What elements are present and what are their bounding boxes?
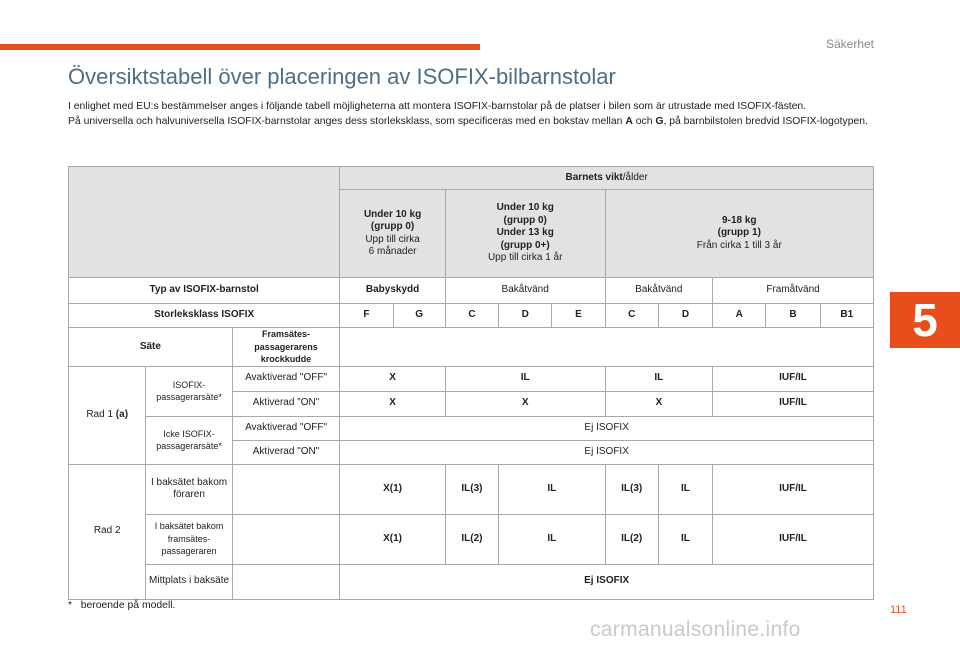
intro-paragraph-1: I enlighet med EU:s bestämmelser anges i följande tabell möjligheterna att montera ISOFIX-barnstolar på de platser i bilen som är utrustade med ISOFIX-fästen.	[68, 101, 807, 112]
size-class: B1	[820, 304, 873, 328]
accent-bar	[0, 44, 480, 50]
cell: IUF/IL	[713, 464, 874, 514]
cell: IL(2)	[445, 514, 498, 564]
airbag-off: Avaktiverad "OFF"	[232, 416, 340, 440]
isofix-table	[68, 166, 874, 600]
cell: IL	[445, 366, 605, 391]
cell: Ej ISOFIX	[340, 440, 874, 464]
size-class: A	[713, 304, 766, 328]
blank	[232, 514, 340, 564]
cell: IUF/IL	[713, 391, 874, 416]
cell: IL(2)	[605, 514, 658, 564]
group-0-header: Under 10 kg (grupp 0) Upp till cirka 6 månader	[340, 190, 446, 278]
section-title: Säkerhet	[825, 37, 874, 51]
size-class: B	[766, 304, 820, 328]
page-number: 111	[890, 604, 907, 616]
cell: IL	[658, 514, 712, 564]
type-babyskydd: Babyskydd	[340, 278, 446, 304]
type-forward: Framåtvänd	[713, 278, 874, 304]
cell: X	[445, 391, 605, 416]
airbag-header: Framsätes-passagerarens krockkudde	[232, 328, 340, 367]
size-class: C	[445, 304, 498, 328]
cell: X	[605, 391, 713, 416]
cell: IL	[658, 464, 712, 514]
type-rearward-1: Bakåtvänd	[445, 278, 605, 304]
intro-text	[68, 99, 868, 129]
isofix-seat-label: ISOFIX-passagerarsäte*	[146, 366, 232, 416]
airbag-on: Aktiverad "ON"	[232, 440, 340, 464]
group-1-header: 9-18 kg (grupp 1) Från cirka 1 till 3 år	[605, 190, 873, 278]
type-rearward-2: Bakåtvänd	[605, 278, 713, 304]
middle-seat-label: Mittplats i baksäte	[146, 564, 232, 599]
size-class: D	[658, 304, 712, 328]
cell: X	[340, 366, 446, 391]
size-row-label: Storleksklass ISOFIX	[69, 304, 340, 328]
size-class: C	[605, 304, 658, 328]
cell: X	[340, 391, 446, 416]
behind-passenger-label: I baksätet bakom framsätes-passageraren	[146, 514, 232, 564]
rad1-label: Rad 1 (a)	[69, 366, 146, 464]
behind-driver-label: I baksätet bakom föraren	[146, 464, 232, 514]
intro-paragraph-2: På universella och halvuniversella ISOFIX-barnstolar anges dess storleksklass, som specificeras med en bokstav mellan A och G, på barnbilstolen bredvid ISOFIX-logotypen.	[68, 116, 868, 127]
size-class: D	[499, 304, 552, 328]
cell: X(1)	[340, 514, 446, 564]
cell: IL(3)	[445, 464, 498, 514]
cell: Ej ISOFIX	[340, 564, 874, 599]
airbag-on: Aktiverad "ON"	[232, 391, 340, 416]
page-title: Översiktstabell över placeringen av ISOFIX-bilbarnstolar	[68, 64, 616, 89]
cell: X(1)	[340, 464, 446, 514]
header-blank	[69, 167, 340, 278]
seat-row-blank	[340, 328, 874, 367]
blank	[232, 564, 340, 599]
non-isofix-seat-label: Icke ISOFIX-passagerarsäte*	[146, 416, 232, 464]
cell: IUF/IL	[713, 366, 874, 391]
weight-header: Barnets vikt/ålder	[340, 167, 874, 190]
rad2-label: Rad 2	[69, 464, 146, 599]
airbag-off: Avaktiverad "OFF"	[232, 366, 340, 391]
cell: IL(3)	[605, 464, 658, 514]
blank	[232, 464, 340, 514]
size-class: E	[552, 304, 605, 328]
cell: IUF/IL	[713, 514, 874, 564]
cell: Ej ISOFIX	[340, 416, 874, 440]
size-class: F	[340, 304, 393, 328]
type-row-label: Typ av ISOFIX-barnstol	[69, 278, 340, 304]
group-0plus-header: Under 10 kg (grupp 0) Under 13 kg (grupp 0+) Upp till cirka 1 år	[445, 190, 605, 278]
size-class: G	[393, 304, 445, 328]
watermark: carmanualsonline.info	[590, 618, 801, 641]
cell: IL	[499, 464, 606, 514]
cell: IL	[605, 366, 713, 391]
cell: IL	[499, 514, 606, 564]
footnote: * beroende på modell.	[68, 600, 176, 611]
chapter-tab: 5	[890, 292, 960, 348]
seat-row-label: Säte	[69, 328, 233, 367]
